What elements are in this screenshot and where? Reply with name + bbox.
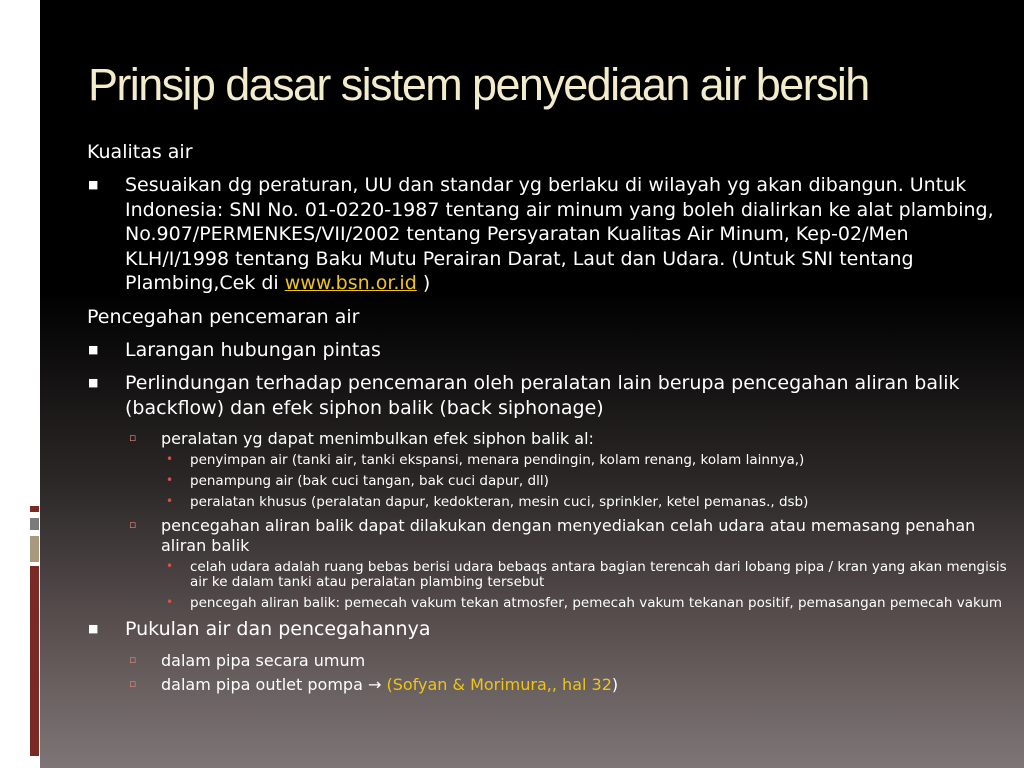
hollow-square-bullet-icon: ▫ (129, 518, 137, 531)
dot-bullet-icon: • (166, 473, 174, 487)
hollow-square-bullet-icon: ▫ (129, 652, 137, 666)
slide-canvas (40, 0, 1024, 768)
dot-bullet-icon: • (166, 595, 174, 609)
square-bullet-icon: ■ (88, 342, 99, 356)
decor-bar-tan (30, 536, 39, 562)
subbullet-outlet-pompa (87, 675, 1007, 695)
reference-open: ( (381, 674, 393, 694)
subsubbullet-text: penyimpan air (tanki air, tanki ekspansi, menara pendingin, kolam renang, kolam lainnya,) (190, 452, 805, 468)
bullet-text: Larangan hubungan pintas (125, 338, 381, 361)
decor-bar-gray (30, 518, 39, 530)
decor-bar-red-small (30, 506, 39, 512)
bullet-pukulan (87, 617, 1007, 642)
left-sidebar-strip (0, 0, 40, 768)
hollow-square-bullet-icon: ▫ (129, 431, 137, 444)
subbullet-umum (87, 651, 1007, 671)
dot-bullet-icon: • (166, 452, 174, 466)
dot-bullet-icon: • (166, 494, 174, 508)
bullet-perlindungan (87, 371, 1007, 420)
decor-bar-red-long (30, 566, 39, 756)
section-heading-kualitas: Kualitas air (87, 141, 193, 163)
subsubbullet-item (87, 474, 1007, 489)
subsubbullet-text: celah udara adalah ruang bebas berisi udara bebaqs antara bagian terencah dari lobang pipa / kran yang akan mengisis air ke dalam tanki atau peralatan plambing tersebut (190, 559, 1007, 590)
square-bullet-icon: ■ (88, 376, 99, 389)
bullet-text: Perlindungan terhadap pencemaran oleh peralatan lain berupa pencegahan aliran balik (backflow) dan efek siphon balik (back siphonage) (125, 372, 960, 419)
subbullet-peralatan (87, 429, 1007, 449)
subsubbullet-item (87, 453, 1007, 468)
bullet-larangan (87, 338, 1007, 363)
hollow-square-bullet-icon: ▫ (129, 676, 137, 690)
subsubbullet-text: pencegah aliran balik: pemecah vakum tekan atmosfer, pemecah vakum tekanan positif, pemasangan pemecah vakum (190, 595, 1003, 611)
subsubbullet-text: peralatan khusus (peralatan dapur, kedokteran, mesin cuci, sprinkler, ketel pemanas., dsb) (190, 494, 809, 510)
reference-text: Sofyan & Morimura,, hal 32 (392, 674, 612, 694)
bullet-text-tail: ) (416, 272, 431, 294)
right-arrow-icon: → (367, 674, 382, 694)
square-bullet-icon: ■ (88, 178, 99, 191)
slide-content (87, 140, 1007, 699)
slide-title: Prinsip dasar sistem penyediaan air bersih (88, 59, 869, 110)
section-heading-pencegahan: Pencegahan pencemaran air (87, 305, 360, 328)
subbullet-pencegahan-aliran (87, 516, 1007, 556)
bullet-sesuaikan (87, 173, 1007, 296)
subsubbullet-item (87, 596, 1007, 611)
subbullet-text: dalam pipa secara umum (161, 650, 366, 670)
reference-close: ) (611, 674, 619, 694)
bsn-link[interactable]: www.bsn.or.id (284, 272, 417, 294)
subbullet-text: peralatan yg dapat menimbulkan efek siphon balik al: (161, 429, 594, 448)
square-bullet-icon: ■ (88, 622, 99, 635)
subsubbullet-text: penampung air (bak cuci tangan, bak cuci dapur, dll) (190, 473, 549, 489)
bullet-text: Pukulan air dan pencegahannya (125, 618, 431, 640)
subbullet-text: dalam pipa outlet pompa (161, 674, 368, 694)
bullet-text: Sesuaikan dg peraturan, UU dan standar yg berlaku di wilayah yg akan dibangun. Untuk Indonesia: SNI No. 01-0220-1987 tentang air minum yang boleh dialirkan ke alat plambing, No.907/PERMENKES/VII/2002 tentang Persyaratan Kualitas Air Minum, Kep-02/Men KLH/I/1998 tentang Baku Mutu Perairan Darat, Laut dan Udara. (Untuk SNI tentang Plambing,Cek di (125, 174, 994, 294)
subsubbullet-item (87, 560, 1007, 590)
subbullet-text: pencegahan aliran balik dapat dilakukan dengan menyediakan celah udara atau memasang penahan aliran balik (161, 516, 976, 555)
dot-bullet-icon: • (166, 559, 174, 573)
subsubbullet-item (87, 495, 1007, 510)
